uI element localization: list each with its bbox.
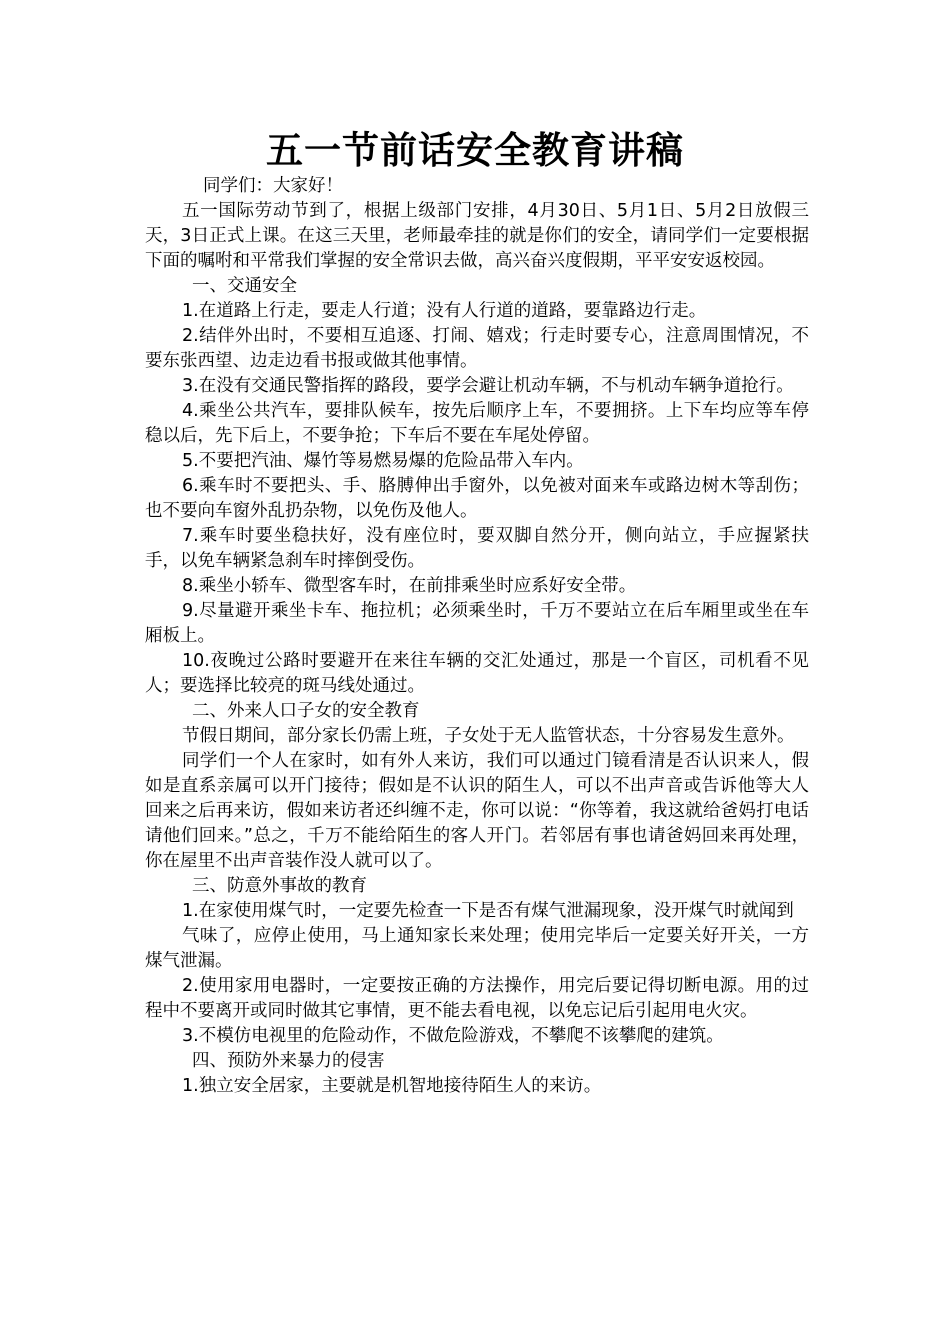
document-title: 五一节前话安全教育讲稿 (266, 128, 684, 172)
intro-paragraph: 五一国际劳动节到了，根据上级部门安排，4月30日、5月1日、5月2日放假三天，3日正式上课。在这三天里，老师最牵挂的就是你们的安全，请同学们一定要根据下面的嘱咐和平常我们掌握的安全常识去做，高兴奋兴度假期，平平安安返校园。 (145, 201, 809, 271)
list-item: 5.不要把汽油、爆竹等易燃易爆的危险品带入车内。 (182, 451, 584, 471)
list-item: 1.在道路上行走，要走人行道；没有人行道的道路，要靠路边行走。 (182, 301, 707, 321)
list-item: 3.不模仿电视里的危险动作，不做危险游戏，不攀爬不该攀爬的建筑。 (182, 1026, 724, 1046)
list-item: 10.夜晚过公路时要避开在来往车辆的交汇处通过，那是一个盲区，司机看不见人；要选择比较亮的斑马线处通过。 (145, 651, 809, 696)
list-item: 7.乘车时要坐稳扶好，没有座位时，要双脚自然分开，侧向站立，手应握紧扶手，以免车辆紧急刹车时摔倒受伤。 (145, 526, 809, 571)
list-item: 2.结伴外出时，不要相互追逐、打闹、嬉戏；行走时要专心，注意周围情况，不要东张西望、边走边看书报或做其他事情。 (145, 326, 809, 371)
body-paragraph: 节假日期间，部分家长仍需上班，子女处于无人监管状态，十分容易发生意外。 (182, 726, 795, 746)
list-item: 9.尽量避开乘坐卡车、拖拉机；必须乘坐时，千万不要站立在后车厢里或坐在车厢板上。 (145, 601, 809, 646)
list-item: 6.乘车时不要把头、手、胳膊伸出手窗外，以免被对面来车或路边树木等刮伤；也不要向车窗外乱扔杂物，以免伤及他人。 (145, 476, 809, 521)
list-item: 4.乘坐公共汽车，要排队候车，按先后顺序上车，不要拥挤。上下车均应等车停稳以后，先下后上，不要争抢；下车后不要在车尾处停留。 (145, 401, 809, 446)
body-paragraph: 气味了，应停止使用，马上通知家长来处理；使用完毕后一定要关好开关，一方煤气泄漏。 (145, 926, 809, 971)
greeting-paragraph: 同学们：大家好！ (203, 176, 343, 196)
list-item: 1.独立安全居家，主要就是机智地接待陌生人的来访。 (182, 1076, 602, 1096)
document-body (145, 174, 809, 1099)
list-item: 1.在家使用煤气时，一定要先检查一下是否有煤气泄漏现象，没开煤气时就闻到 (182, 901, 794, 921)
section-heading: 一、交通安全 (192, 276, 297, 296)
section-heading: 三、防意外事故的教育 (192, 876, 367, 896)
list-item: 8.乘坐小轿车、微型客车时，在前排乘坐时应系好安全带。 (182, 576, 637, 596)
body-paragraph: 同学们一个人在家时，如有外人来访，我们可以通过门镜看清是否认识来人，假如是直系亲属可以开门接待；假如是不认识的陌生人，可以不出声音或告诉他等大人回来之后再来访，假如来访者还纠缠不走，你可以说：“你等着，我这就给爸妈打电话请他们回来。”总之，千万不能给陌生的客人开门。若邻居有事也请爸妈回来再处理，你在屋里不出声音装作没人就可以了。 (145, 751, 809, 871)
list-item: 3.在没有交通民警指挥的路段，要学会避让机动车辆，不与机动车辆争道抢行。 (182, 376, 794, 396)
section-heading: 二、外来人口子女的安全教育 (192, 701, 420, 721)
section-heading: 四、预防外来暴力的侵害 (192, 1051, 385, 1071)
list-item: 2.使用家用电器时，一定要按正确的方法操作，用完后要记得切断电源。用的过程中不要离开或同时做其它事情，更不能去看电视，以免忘记后引起用电火灾。 (145, 976, 809, 1021)
